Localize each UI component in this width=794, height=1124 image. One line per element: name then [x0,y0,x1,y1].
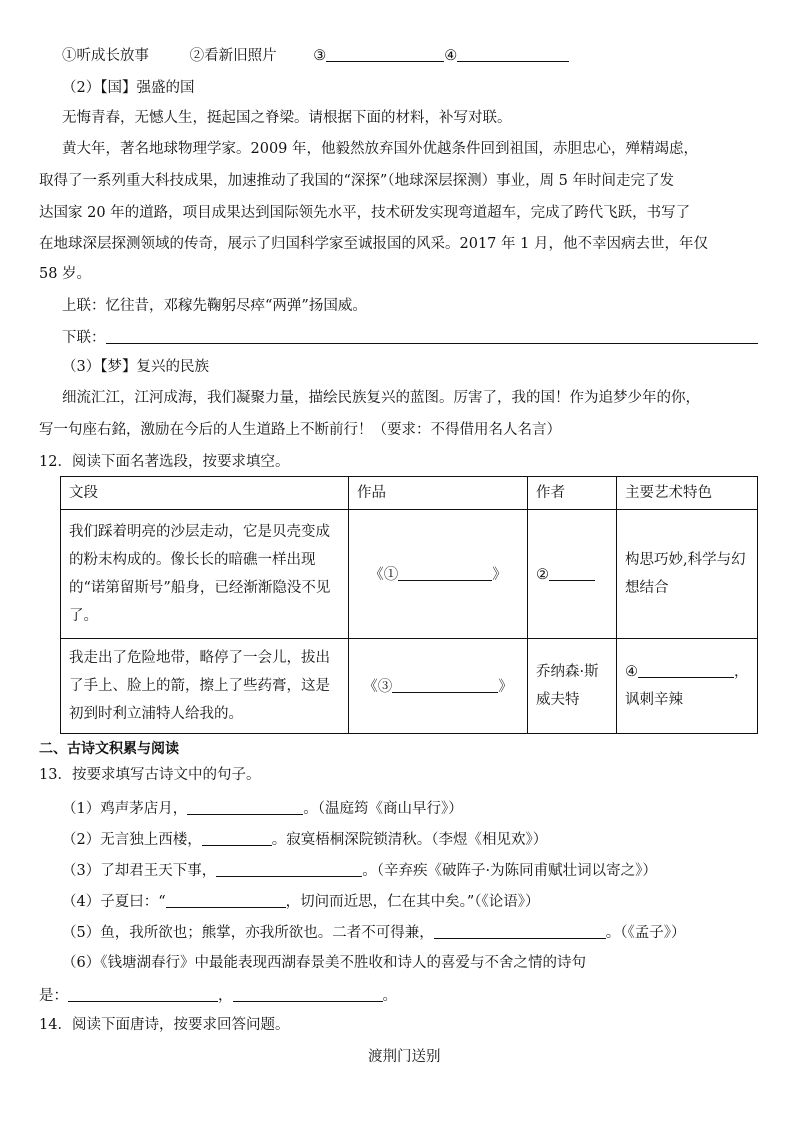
header-author: 作者 [528,477,617,510]
passage-cell: 我们踩着明亮的沙层走动，它是贝壳变成的粉末构成的。像长长的暗礁一样出现的“诺第留斯号”船身，已经渐渐隐没不见了。 [61,510,349,639]
answer-blank[interactable] [202,831,272,846]
passage-cell: 我走出了危险地带，略停了一会儿，拔出了手上、脸上的箭，擦上了些药膏，这是初到时利立浦特人给我的。 [61,639,349,734]
q13-item: （6）《钱塘湖春行》中最能表现西湖春景美不胜收和诗人的喜爱与不舍之情的诗句 [62,955,586,971]
option-3-label: ③ [313,48,327,64]
q11-options-row [62,47,569,64]
material-line: 取得了一系列重大科技成果，加速推动了我国的“深探”（地球深层探测）事业，周 5 年时间走完了发 [39,173,675,189]
lower-couplet-row [62,329,758,346]
header-passage: 文段 [61,477,349,510]
q13-item6-answer: 是： ， 。 [39,988,397,1004]
lower-couplet-blank[interactable] [106,329,758,344]
part2-heading: （2）【国】强盛的国 [62,80,195,96]
lower-couplet-label: 下联： [62,330,106,346]
author-cell: ② [528,510,617,639]
option-1: ①听成长放事 [62,48,149,64]
option-2: ②看新旧照片 [189,48,277,64]
table-row [61,639,758,734]
q13-item: （5）鱼，我所欲也；熊掌，亦我所欲也。二者不可得兼， 。（《孟子》） [62,925,686,941]
part3-line: 写一句座右銘，激励在今后的人生道路上不断前行！（要求：不得借用名人名言） [39,422,561,438]
answer-blank[interactable] [233,987,383,1002]
q13-item: （2）无言独上西楼， 。寂寞梧桐深院锁清秋。（李煜《相见欢》） [62,832,548,848]
answer-blank[interactable] [216,862,362,877]
work-blank[interactable] [392,678,498,693]
option-4-label: ④ [444,48,458,64]
work-blank[interactable] [398,566,492,581]
part3-heading: （3）【梦】复兴的民族 [62,359,209,375]
section-title: 二、古诗文积累与阅读 [39,741,179,757]
feature-blank[interactable] [638,663,734,678]
material-line: 58 岁。 [39,266,92,282]
table-row [61,510,758,639]
author-cell: 乔纳森·斯威夫特 [528,639,617,734]
material-line: 达国家 20 年的道路，项目成果达到国际领先水平，技术研发实现弯道超车，完成了跨代飞跃，书写了 [39,205,691,221]
q12-title: 12．阅读下面名著选段，按要求填空。 [39,454,290,470]
poem-title: 渡荆门送别 [368,1049,441,1065]
feature-cell: ④ ， 讽刺辛辣 [617,639,758,734]
answer-blank[interactable] [68,987,218,1002]
classics-table [60,476,758,734]
work-cell: 《① 》 [349,510,528,639]
material-line: 黄大年，著名地球物理学家。2009 年，他毅然放弃国外优越条件回到祖国，赤胆忠心，殚精竭虑， [62,141,699,157]
feature-cell: 构思巧妙,科学与幻想结合 [617,510,758,639]
part2-intro: 无悔青春，无憾人生，挺起国之脊梁。请根据下面的材料，补写对联。 [62,110,512,126]
answer-blank[interactable] [434,924,606,939]
q13-item: （4）子夏曰：“ ，切问而近思，仁在其中矣。”（《论语》） [62,894,540,910]
option-3-blank[interactable] [326,47,444,62]
table-header-row [61,477,758,510]
material-line: 在地球深层探测领域的传奇，展示了归国科学家至诚报国的风采。2017 年 1 月，他不幸因病去世，年仅 [39,236,708,252]
upper-couplet: 上联：忆往昔，邓稼先鞠躬尽瘁“两弹”扬国威。 [62,298,367,314]
q13-title: 13．按要求填写古诗文中的句子。 [39,767,261,783]
work-cell: 《③ 》 [349,639,528,734]
q13-item: （3）了却君王天下事， 。（辛弃疾《破阵子·为陈同甫赋壮词以寄之》） [62,863,657,879]
q13-item: （1）鸡声茅店月， 。（温庭筠《商山早行》） [62,801,463,817]
answer-blank[interactable] [187,800,303,815]
option-4-blank[interactable] [457,47,569,62]
header-work: 作品 [349,477,528,510]
header-feature: 主要艺术特色 [617,477,758,510]
part3-line: 细流汇江，江河成海，我们凝聚力量，描绘民族复兴的蓝图。厉害了，我的国！作为追梦少年的你， [62,390,700,406]
author-blank[interactable] [549,566,595,581]
q14-title: 14．阅读下面唐诗，按要求回答问题。 [39,1017,290,1033]
answer-blank[interactable] [166,893,286,908]
